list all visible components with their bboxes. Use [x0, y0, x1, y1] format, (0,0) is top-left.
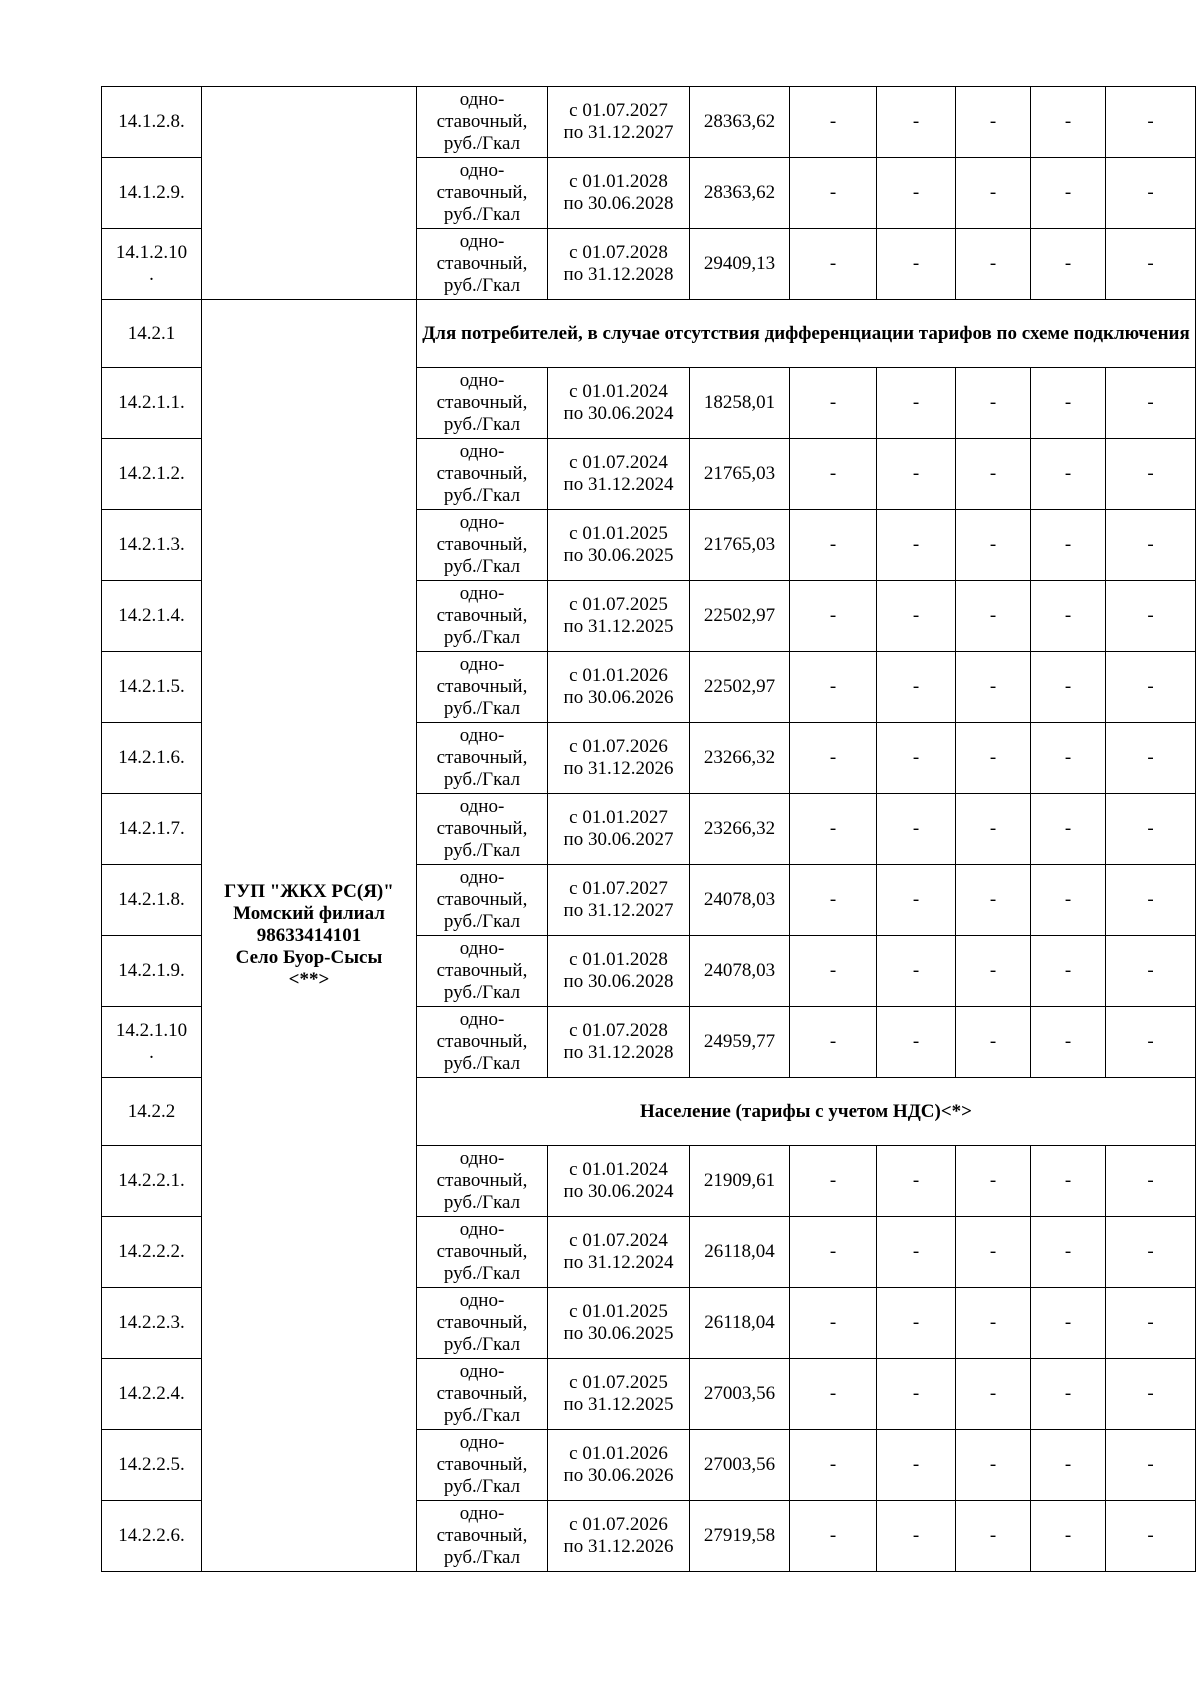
tariff-type-line: ставочный,: [436, 392, 528, 413]
empty-value-cell: -: [1031, 439, 1106, 510]
tariff-period-line: с 01.07.2026: [569, 736, 668, 757]
empty-value-cell: -: [1031, 1217, 1106, 1288]
row-number: 14.2.2.6.: [102, 1501, 202, 1572]
tariff-type-line: одно-: [459, 583, 505, 604]
tariff-period: [548, 1007, 690, 1078]
tariff-period-line: с 01.07.2027: [569, 878, 668, 899]
tariff-type: [417, 1430, 548, 1501]
tariff-value: 24959,77: [690, 1007, 790, 1078]
tariff-period: [548, 87, 690, 158]
empty-value-cell: -: [1106, 652, 1196, 723]
tariff-type: [417, 723, 548, 794]
empty-value-cell: -: [1031, 936, 1106, 1007]
row-number: 14.2.2.1.: [102, 1146, 202, 1217]
empty-value-cell: -: [790, 936, 877, 1007]
row-number: 14.2.2.4.: [102, 1359, 202, 1430]
tariff-period-line: с 01.07.2025: [569, 1372, 668, 1393]
tariff-type-line: руб./Гкал: [443, 698, 521, 719]
empty-value-cell: -: [1106, 581, 1196, 652]
tariff-period-line: с 01.01.2028: [569, 949, 668, 970]
empty-value-cell: -: [1031, 368, 1106, 439]
tariff-type-line: ставочный,: [436, 818, 528, 839]
tariff-period-line: с 01.01.2026: [569, 665, 668, 686]
empty-value-cell: -: [1031, 1288, 1106, 1359]
tariff-period: [548, 581, 690, 652]
tariff-value: 27919,58: [690, 1501, 790, 1572]
tariff-type-line: руб./Гкал: [443, 769, 521, 790]
tariff-period: [548, 1501, 690, 1572]
tariff-type-line: ставочный,: [436, 111, 528, 132]
empty-value-cell: -: [790, 87, 877, 158]
row-number: 14.2.1.9.: [102, 936, 202, 1007]
row-number: 14.1.2.8.: [102, 87, 202, 158]
section-title: Для потребителей, в случае отсутствия дифференциации тарифов по схеме подключения: [417, 300, 1196, 368]
tariff-period-line: по 31.12.2027: [563, 900, 674, 921]
empty-value-cell: -: [790, 723, 877, 794]
empty-value-cell: -: [1106, 1359, 1196, 1430]
empty-value-cell: -: [877, 510, 956, 581]
tariff-type-line: одно-: [459, 160, 505, 181]
empty-value-cell: -: [1106, 1007, 1196, 1078]
empty-value-cell: -: [956, 510, 1031, 581]
empty-value-cell: -: [1031, 1501, 1106, 1572]
empty-value-cell: -: [1031, 229, 1106, 300]
tariff-period-line: с 01.01.2026: [569, 1443, 668, 1464]
tariff-period-line: по 30.06.2026: [563, 1465, 674, 1486]
empty-value-cell: -: [956, 936, 1031, 1007]
row-number: 14.2.2.5.: [102, 1430, 202, 1501]
empty-value-cell: -: [1031, 794, 1106, 865]
tariff-type: [417, 652, 548, 723]
row-number: 14.2.2.3.: [102, 1288, 202, 1359]
empty-value-cell: -: [1106, 510, 1196, 581]
empty-value-cell: -: [877, 936, 956, 1007]
empty-value-cell: -: [1106, 87, 1196, 158]
empty-value-cell: -: [877, 1007, 956, 1078]
tariff-type-line: руб./Гкал: [443, 414, 521, 435]
empty-value-cell: -: [877, 1288, 956, 1359]
tariff-period: [548, 1430, 690, 1501]
tariff-type-line: ставочный,: [436, 1170, 528, 1191]
tariff-type: [417, 936, 548, 1007]
empty-value-cell: -: [956, 723, 1031, 794]
empty-value-cell: -: [877, 1359, 956, 1430]
empty-value-cell: -: [1031, 1359, 1106, 1430]
empty-value-cell: -: [790, 1146, 877, 1217]
tariff-type-line: одно-: [459, 867, 505, 888]
tariff-type: [417, 794, 548, 865]
tariff-value: 27003,56: [690, 1359, 790, 1430]
tariff-value: 29409,13: [690, 229, 790, 300]
tariff-type-line: руб./Гкал: [443, 1263, 521, 1284]
empty-value-cell: -: [790, 1217, 877, 1288]
tariff-type-line: ставочный,: [436, 889, 528, 910]
empty-value-cell: -: [956, 229, 1031, 300]
empty-value-cell: -: [956, 439, 1031, 510]
tariff-table-body: [102, 87, 1196, 1572]
empty-value-cell: -: [790, 1007, 877, 1078]
empty-value-cell: -: [956, 581, 1031, 652]
tariff-type-line: руб./Гкал: [443, 627, 521, 648]
organization-cell-empty: [202, 87, 417, 300]
tariff-period-line: по 31.12.2027: [563, 122, 674, 143]
tariff-type-line: одно-: [459, 938, 505, 959]
tariff-type-line: одно-: [459, 1290, 505, 1311]
empty-value-cell: -: [1031, 865, 1106, 936]
tariff-period-line: по 31.12.2024: [563, 474, 674, 495]
tariff-type-line: ставочный,: [436, 1312, 528, 1333]
tariff-type-line: руб./Гкал: [443, 275, 521, 296]
empty-value-cell: -: [956, 1288, 1031, 1359]
tariff-type-line: руб./Гкал: [443, 1476, 521, 1497]
tariff-type-line: ставочный,: [436, 960, 528, 981]
tariff-type-line: ставочный,: [436, 1454, 528, 1475]
tariff-period: [548, 158, 690, 229]
tariff-value: 27003,56: [690, 1430, 790, 1501]
tariff-type: [417, 865, 548, 936]
empty-value-cell: -: [877, 1501, 956, 1572]
section-number: 14.2.1: [102, 300, 202, 368]
tariff-type-line: одно-: [459, 796, 505, 817]
tariff-value: 24078,03: [690, 865, 790, 936]
empty-value-cell: -: [790, 1501, 877, 1572]
empty-value-cell: -: [1106, 229, 1196, 300]
tariff-value: 21909,61: [690, 1146, 790, 1217]
tariff-type: [417, 1359, 548, 1430]
section-title: Население (тарифы с учетом НДС)<*>: [417, 1078, 1196, 1146]
tariff-value: 28363,62: [690, 87, 790, 158]
empty-value-cell: -: [877, 865, 956, 936]
empty-value-cell: -: [790, 510, 877, 581]
empty-value-cell: -: [877, 794, 956, 865]
tariff-type-line: руб./Гкал: [443, 485, 521, 506]
empty-value-cell: -: [1031, 1430, 1106, 1501]
empty-value-cell: -: [956, 1501, 1031, 1572]
tariff-value: 22502,97: [690, 581, 790, 652]
empty-value-cell: -: [877, 1217, 956, 1288]
tariff-type: [417, 1146, 548, 1217]
empty-value-cell: -: [790, 439, 877, 510]
empty-value-cell: -: [877, 1146, 956, 1217]
tariff-type-line: ставочный,: [436, 676, 528, 697]
empty-value-cell: -: [956, 1359, 1031, 1430]
row-number: 14.2.1.8.: [102, 865, 202, 936]
tariff-period-line: по 30.06.2024: [563, 1181, 674, 1202]
tariff-period-line: по 30.06.2025: [563, 545, 674, 566]
empty-value-cell: -: [1106, 439, 1196, 510]
empty-value-cell: -: [1031, 510, 1106, 581]
tariff-period-line: с 01.01.2025: [569, 523, 668, 544]
tariff-type-line: руб./Гкал: [443, 1547, 521, 1568]
tariff-type-line: ставочный,: [436, 747, 528, 768]
empty-value-cell: -: [956, 794, 1031, 865]
tariff-type-line: ставочный,: [436, 1031, 528, 1052]
tariff-type-line: руб./Гкал: [443, 840, 521, 861]
tariff-type: [417, 1288, 548, 1359]
tariff-period-line: с 01.07.2028: [569, 1020, 668, 1041]
tariff-value: 22502,97: [690, 652, 790, 723]
tariff-type-line: одно-: [459, 725, 505, 746]
tariff-period-line: с 01.01.2027: [569, 807, 668, 828]
tariff-period-line: по 31.12.2026: [563, 1536, 674, 1557]
tariff-type: [417, 1501, 548, 1572]
tariff-type-line: одно-: [459, 1219, 505, 1240]
tariff-period-line: по 30.06.2028: [563, 971, 674, 992]
tariff-type: [417, 581, 548, 652]
tariff-type-line: ставочный,: [436, 1525, 528, 1546]
tariff-period-line: по 31.12.2025: [563, 1394, 674, 1415]
tariff-period-line: с 01.01.2024: [569, 381, 668, 402]
tariff-value: 24078,03: [690, 936, 790, 1007]
tariff-value: 23266,32: [690, 723, 790, 794]
tariff-type-line: одно-: [459, 654, 505, 675]
tariff-type: [417, 87, 548, 158]
tariff-type-line: одно-: [459, 1148, 505, 1169]
tariff-type-line: ставочный,: [436, 605, 528, 626]
tariff-period-line: по 31.12.2026: [563, 758, 674, 779]
tariff-period: [548, 865, 690, 936]
row-number: 14.2.1.6.: [102, 723, 202, 794]
tariff-period-line: по 30.06.2028: [563, 193, 674, 214]
empty-value-cell: -: [1106, 723, 1196, 794]
tariff-period: [548, 652, 690, 723]
organization-locality: Село Буор-Сысы: [235, 946, 383, 968]
section-header-row: [102, 300, 1196, 368]
row-number: 14.2.2.2.: [102, 1217, 202, 1288]
tariff-type: [417, 439, 548, 510]
tariff-type-line: ставочный,: [436, 463, 528, 484]
row-number: 14.2.1.2.: [102, 439, 202, 510]
section-number: 14.2.2: [102, 1078, 202, 1146]
empty-value-cell: -: [877, 1430, 956, 1501]
tariff-period: [548, 1359, 690, 1430]
tariff-period: [548, 723, 690, 794]
empty-value-cell: -: [1031, 158, 1106, 229]
tariff-value: 21765,03: [690, 439, 790, 510]
empty-value-cell: -: [1031, 652, 1106, 723]
tariff-value: 23266,32: [690, 794, 790, 865]
tariff-period: [548, 1288, 690, 1359]
empty-value-cell: -: [1031, 1007, 1106, 1078]
tariff-type-line: ставочный,: [436, 253, 528, 274]
table-row: [102, 87, 1196, 158]
tariff-table: [101, 86, 1196, 1572]
tariff-period-line: с 01.01.2025: [569, 1301, 668, 1322]
empty-value-cell: -: [790, 652, 877, 723]
row-number: 14.2.1.1.: [102, 368, 202, 439]
row-number: 14.2.1.7.: [102, 794, 202, 865]
empty-value-cell: -: [1106, 865, 1196, 936]
empty-value-cell: -: [877, 229, 956, 300]
tariff-type-line: одно-: [459, 1361, 505, 1382]
tariff-type-line: ставочный,: [436, 1383, 528, 1404]
empty-value-cell: -: [956, 87, 1031, 158]
empty-value-cell: -: [877, 581, 956, 652]
tariff-type-line: одно-: [459, 441, 505, 462]
empty-value-cell: -: [877, 439, 956, 510]
tariff-period-line: по 30.06.2025: [563, 1323, 674, 1344]
tariff-type: [417, 368, 548, 439]
tariff-value: 26118,04: [690, 1217, 790, 1288]
tariff-period-line: по 30.06.2026: [563, 687, 674, 708]
tariff-period-line: с 01.07.2028: [569, 242, 668, 263]
tariff-type: [417, 510, 548, 581]
tariff-type-line: одно-: [459, 1432, 505, 1453]
tariff-period-line: с 01.07.2025: [569, 594, 668, 615]
tariff-type-line: руб./Гкал: [443, 911, 521, 932]
empty-value-cell: -: [790, 581, 877, 652]
empty-value-cell: -: [1106, 368, 1196, 439]
tariff-period-line: по 31.12.2028: [563, 1042, 674, 1063]
tariff-type-line: одно-: [459, 512, 505, 533]
empty-value-cell: -: [877, 652, 956, 723]
empty-value-cell: -: [790, 794, 877, 865]
empty-value-cell: -: [1106, 1430, 1196, 1501]
tariff-type-line: руб./Гкал: [443, 982, 521, 1003]
empty-value-cell: -: [877, 87, 956, 158]
tariff-type-line: ставочный,: [436, 182, 528, 203]
empty-value-cell: -: [877, 723, 956, 794]
tariff-type-line: руб./Гкал: [443, 1053, 521, 1074]
row-number: 14.1.2.9.: [102, 158, 202, 229]
tariff-type-line: одно-: [459, 370, 505, 391]
empty-value-cell: -: [956, 158, 1031, 229]
empty-value-cell: -: [790, 158, 877, 229]
tariff-type-line: руб./Гкал: [443, 1192, 521, 1213]
empty-value-cell: -: [790, 229, 877, 300]
empty-value-cell: -: [790, 368, 877, 439]
empty-value-cell: -: [1031, 723, 1106, 794]
organization-branch: Момский филиал: [233, 902, 385, 924]
tariff-value: 28363,62: [690, 158, 790, 229]
tariff-period-line: с 01.01.2024: [569, 1159, 668, 1180]
empty-value-cell: -: [877, 368, 956, 439]
tariff-type: [417, 229, 548, 300]
empty-value-cell: -: [1106, 158, 1196, 229]
tariff-period: [548, 794, 690, 865]
empty-value-cell: -: [1031, 1146, 1106, 1217]
empty-value-cell: -: [956, 865, 1031, 936]
empty-value-cell: -: [1106, 1288, 1196, 1359]
tariff-period: [548, 439, 690, 510]
tariff-period-line: по 31.12.2025: [563, 616, 674, 637]
empty-value-cell: -: [956, 368, 1031, 439]
tariff-type: [417, 1007, 548, 1078]
tariff-type-line: руб./Гкал: [443, 133, 521, 154]
empty-value-cell: -: [956, 1007, 1031, 1078]
empty-value-cell: -: [1106, 1146, 1196, 1217]
tariff-type-line: руб./Гкал: [443, 204, 521, 225]
tariff-period-line: с 01.07.2024: [569, 452, 668, 473]
empty-value-cell: -: [1031, 87, 1106, 158]
tariff-period-line: по 31.12.2028: [563, 264, 674, 285]
row-number: 14.2.1.4.: [102, 581, 202, 652]
tariff-period-line: с 01.07.2027: [569, 100, 668, 121]
empty-value-cell: -: [1106, 936, 1196, 1007]
empty-value-cell: -: [1106, 794, 1196, 865]
tariff-period-line: по 31.12.2024: [563, 1252, 674, 1273]
tariff-type-line: одно-: [459, 1009, 505, 1030]
tariff-type-line: руб./Гкал: [443, 1334, 521, 1355]
empty-value-cell: -: [1106, 1501, 1196, 1572]
empty-value-cell: -: [956, 1217, 1031, 1288]
tariff-value: 26118,04: [690, 1288, 790, 1359]
organization-code: 98633414101: [256, 924, 362, 946]
tariff-type: [417, 158, 548, 229]
organization-cell: [202, 300, 417, 1572]
tariff-type-line: руб./Гкал: [443, 556, 521, 577]
empty-value-cell: -: [790, 1359, 877, 1430]
tariff-period-line: с 01.01.2028: [569, 171, 668, 192]
empty-value-cell: -: [956, 1146, 1031, 1217]
tariff-period-line: по 30.06.2027: [563, 829, 674, 850]
empty-value-cell: -: [877, 158, 956, 229]
tariff-period-line: по 30.06.2024: [563, 403, 674, 424]
tariff-period: [548, 368, 690, 439]
tariff-type-line: ставочный,: [436, 534, 528, 555]
empty-value-cell: -: [790, 1430, 877, 1501]
empty-value-cell: -: [956, 1430, 1031, 1501]
organization-note: <**>: [288, 968, 330, 990]
tariff-value: 18258,01: [690, 368, 790, 439]
tariff-period: [548, 510, 690, 581]
organization-name: ГУП "ЖКХ РС(Я)": [224, 880, 394, 902]
empty-value-cell: -: [956, 652, 1031, 723]
tariff-period: [548, 229, 690, 300]
tariff-period: [548, 1146, 690, 1217]
empty-value-cell: -: [1106, 1217, 1196, 1288]
tariff-type-line: одно-: [459, 231, 505, 252]
tariff-period-line: с 01.07.2024: [569, 1230, 668, 1251]
tariff-type-line: ставочный,: [436, 1241, 528, 1262]
tariff-period: [548, 936, 690, 1007]
row-number: 14.1.2.10 .: [102, 229, 202, 300]
tariff-type: [417, 1217, 548, 1288]
tariff-value: 21765,03: [690, 510, 790, 581]
empty-value-cell: -: [790, 865, 877, 936]
tariff-type-line: одно-: [459, 1503, 505, 1524]
empty-value-cell: -: [790, 1288, 877, 1359]
tariff-period-line: с 01.07.2026: [569, 1514, 668, 1535]
empty-value-cell: -: [1031, 581, 1106, 652]
row-number: 14.2.1.5.: [102, 652, 202, 723]
tariff-type-line: одно-: [459, 89, 505, 110]
row-number: 14.2.1.10 .: [102, 1007, 202, 1078]
tariff-period: [548, 1217, 690, 1288]
row-number: 14.2.1.3.: [102, 510, 202, 581]
tariff-type-line: руб./Гкал: [443, 1405, 521, 1426]
